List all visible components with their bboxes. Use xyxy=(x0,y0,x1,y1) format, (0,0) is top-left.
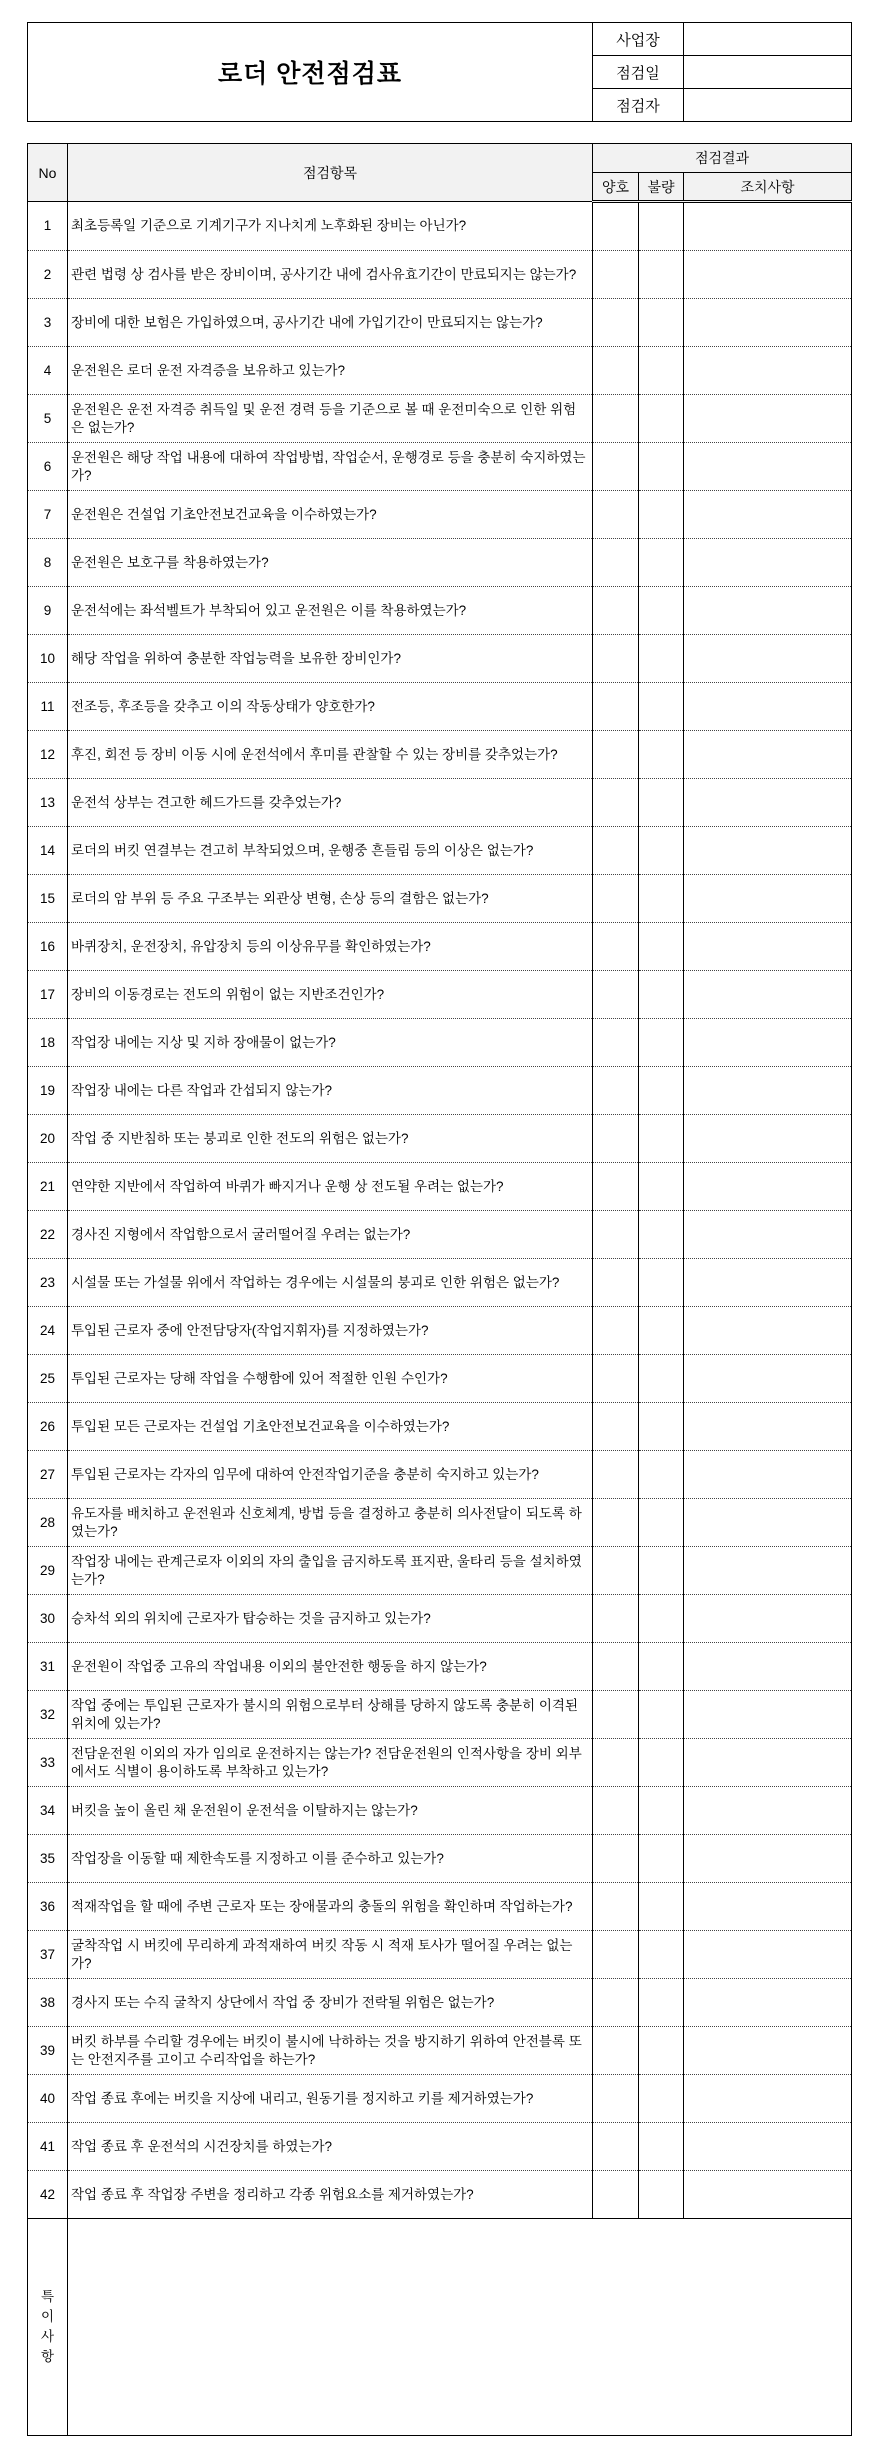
result-good-cell[interactable] xyxy=(593,635,639,683)
result-good-cell[interactable] xyxy=(593,1307,639,1355)
row-number: 4 xyxy=(28,347,68,395)
check-item: 운전석 상부는 견고한 헤드가드를 갖추었는가? xyxy=(68,779,593,827)
row-number: 14 xyxy=(28,827,68,875)
result-good-cell[interactable] xyxy=(593,587,639,635)
check-item: 경사지 또는 수직 굴착지 상단에서 작업 중 장비가 전락될 위험은 없는가? xyxy=(68,1979,593,2027)
table-row xyxy=(28,299,852,347)
row-number: 15 xyxy=(28,875,68,923)
col-good-header: 양호 xyxy=(593,173,639,202)
result-bad-cell[interactable] xyxy=(639,347,684,395)
table-row xyxy=(28,1163,852,1211)
check-item: 작업 종료 후 운전석의 시건장치를 하였는가? xyxy=(68,2123,593,2171)
table-row xyxy=(28,1883,852,1931)
table-row xyxy=(28,251,852,299)
result-good-cell[interactable] xyxy=(593,1691,639,1739)
row-number: 27 xyxy=(28,1451,68,1499)
col-action-header: 조치사항 xyxy=(684,173,852,202)
result-bad-cell[interactable] xyxy=(639,539,684,587)
action-cell[interactable] xyxy=(684,683,852,731)
result-bad-cell[interactable] xyxy=(639,875,684,923)
action-cell[interactable] xyxy=(684,347,852,395)
table-row xyxy=(28,587,852,635)
result-bad-cell[interactable] xyxy=(639,1499,684,1547)
special-notes-field[interactable] xyxy=(68,2219,852,2436)
action-cell[interactable] xyxy=(684,827,852,875)
table-row xyxy=(28,1739,852,1787)
row-number: 5 xyxy=(28,395,68,443)
row-number: 7 xyxy=(28,491,68,539)
col-bad-header: 불량 xyxy=(639,173,684,202)
result-good-cell[interactable] xyxy=(593,827,639,875)
check-item: 버킷 하부를 수리할 경우에는 버킷이 불시에 낙하하는 것을 방지하기 위하여 안전블록 또는 안전지주를 고이고 수리작업을 하는가? xyxy=(68,2027,593,2075)
check-item: 운전원은 보호구를 착용하였는가? xyxy=(68,539,593,587)
row-number: 24 xyxy=(28,1307,68,1355)
table-row xyxy=(28,1019,852,1067)
action-cell[interactable] xyxy=(684,1643,852,1691)
row-number: 28 xyxy=(28,1499,68,1547)
row-number: 10 xyxy=(28,635,68,683)
table-row xyxy=(28,443,852,491)
check-item: 투입된 근로자는 각자의 임무에 대하여 안전작업기준을 충분히 숙지하고 있는가? xyxy=(68,1451,593,1499)
table-row xyxy=(28,875,852,923)
result-good-cell[interactable] xyxy=(593,1883,639,1931)
action-cell[interactable] xyxy=(684,1259,852,1307)
action-cell[interactable] xyxy=(684,539,852,587)
table-row xyxy=(28,1067,852,1115)
result-bad-cell[interactable] xyxy=(639,2075,684,2123)
row-number: 20 xyxy=(28,1115,68,1163)
result-good-cell[interactable] xyxy=(593,1115,639,1163)
check-item: 유도자를 배치하고 운전원과 신호체계, 방법 등을 결정하고 충분히 의사전달이 되도록 하였는가? xyxy=(68,1499,593,1547)
action-cell[interactable] xyxy=(684,1883,852,1931)
check-item: 시설물 또는 가설물 위에서 작업하는 경우에는 시설물의 붕괴로 인한 위험은 없는가? xyxy=(68,1259,593,1307)
table-row xyxy=(28,1691,852,1739)
table-row xyxy=(28,779,852,827)
action-cell[interactable] xyxy=(684,1931,852,1979)
result-good-cell[interactable] xyxy=(593,1451,639,1499)
action-cell[interactable] xyxy=(684,299,852,347)
check-item: 최초등록일 기준으로 기계기구가 지나치게 노후화된 장비는 아닌가? xyxy=(68,202,593,251)
check-item: 관련 법령 상 검사를 받은 장비이며, 공사기간 내에 검사유효기간이 만료되지는 않는가? xyxy=(68,251,593,299)
table-row xyxy=(28,683,852,731)
action-cell[interactable] xyxy=(684,1307,852,1355)
result-bad-cell[interactable] xyxy=(639,971,684,1019)
row-number: 39 xyxy=(28,2027,68,2075)
result-good-cell[interactable] xyxy=(593,347,639,395)
check-item: 운전원은 로더 운전 자격증을 보유하고 있는가? xyxy=(68,347,593,395)
row-number: 26 xyxy=(28,1403,68,1451)
row-number: 18 xyxy=(28,1019,68,1067)
result-bad-cell[interactable] xyxy=(639,299,684,347)
workplace-label: 사업장 xyxy=(593,23,684,56)
result-good-cell[interactable] xyxy=(593,443,639,491)
inspection-date-field[interactable] xyxy=(684,56,852,89)
inspector-label: 점검자 xyxy=(593,89,684,122)
result-bad-cell[interactable] xyxy=(639,1067,684,1115)
row-number: 8 xyxy=(28,539,68,587)
result-bad-cell[interactable] xyxy=(639,1163,684,1211)
action-cell[interactable] xyxy=(684,779,852,827)
table-row xyxy=(28,923,852,971)
row-number: 1 xyxy=(28,202,68,251)
result-bad-cell[interactable] xyxy=(639,1259,684,1307)
table-row xyxy=(28,731,852,779)
action-cell[interactable] xyxy=(684,395,852,443)
result-good-cell[interactable] xyxy=(593,1787,639,1835)
row-number: 22 xyxy=(28,1211,68,1259)
result-good-cell[interactable] xyxy=(593,1643,639,1691)
workplace-field[interactable] xyxy=(684,23,852,56)
action-cell[interactable] xyxy=(684,1979,852,2027)
table-row xyxy=(28,1355,852,1403)
result-bad-cell[interactable] xyxy=(639,1835,684,1883)
result-bad-cell[interactable] xyxy=(639,731,684,779)
row-number: 33 xyxy=(28,1739,68,1787)
result-bad-cell[interactable] xyxy=(639,395,684,443)
result-bad-cell[interactable] xyxy=(639,491,684,539)
table-row xyxy=(28,1451,852,1499)
result-good-cell[interactable] xyxy=(593,1259,639,1307)
result-bad-cell[interactable] xyxy=(639,923,684,971)
action-cell[interactable] xyxy=(684,443,852,491)
row-number: 16 xyxy=(28,923,68,971)
table-row xyxy=(28,1931,852,1979)
result-good-cell[interactable] xyxy=(593,539,639,587)
special-notes-text: 특 이 사 항 xyxy=(40,2289,55,2364)
action-cell[interactable] xyxy=(684,1403,852,1451)
check-item: 작업장 내에는 관계근로자 이외의 자의 출입을 금지하도록 표지판, 울타리 등을 설치하였는가? xyxy=(68,1547,593,1595)
table-row xyxy=(28,1307,852,1355)
table-row xyxy=(28,1787,852,1835)
check-item: 작업장 내에는 다른 작업과 간섭되지 않는가? xyxy=(68,1067,593,1115)
check-item: 운전원은 건설업 기초안전보건교육을 이수하였는가? xyxy=(68,491,593,539)
action-cell[interactable] xyxy=(684,1499,852,1547)
check-item: 장비에 대한 보험은 가입하였으며, 공사기간 내에 가입기간이 만료되지는 않는가? xyxy=(68,299,593,347)
action-cell[interactable] xyxy=(684,1451,852,1499)
result-bad-cell[interactable] xyxy=(639,2123,684,2171)
row-number: 19 xyxy=(28,1067,68,1115)
table-row xyxy=(28,1979,852,2027)
result-bad-cell[interactable] xyxy=(639,1979,684,2027)
action-cell[interactable] xyxy=(684,2027,852,2075)
check-item: 운전석에는 좌석벨트가 부착되어 있고 운전원은 이를 착용하였는가? xyxy=(68,587,593,635)
result-good-cell[interactable] xyxy=(593,1163,639,1211)
action-cell[interactable] xyxy=(684,2123,852,2171)
row-number: 3 xyxy=(28,299,68,347)
result-bad-cell[interactable] xyxy=(639,2027,684,2075)
check-item: 바퀴장치, 운전장치, 유압장치 등의 이상유무를 확인하였는가? xyxy=(68,923,593,971)
result-bad-cell[interactable] xyxy=(639,1451,684,1499)
table-row xyxy=(28,1595,852,1643)
table-row xyxy=(28,2027,852,2075)
row-number: 37 xyxy=(28,1931,68,1979)
check-item: 굴착작업 시 버킷에 무리하게 과적재하여 버킷 작동 시 적재 토사가 떨어질 우려는 없는가? xyxy=(68,1931,593,1979)
action-cell[interactable] xyxy=(684,1595,852,1643)
row-number: 12 xyxy=(28,731,68,779)
check-item: 투입된 근로자는 당해 작업을 수행함에 있어 적절한 인원 수인가? xyxy=(68,1355,593,1403)
row-number: 41 xyxy=(28,2123,68,2171)
result-good-cell[interactable] xyxy=(593,1019,639,1067)
check-item: 투입된 모든 근로자는 건설업 기초안전보건교육을 이수하였는가? xyxy=(68,1403,593,1451)
result-good-cell[interactable] xyxy=(593,1499,639,1547)
result-bad-cell[interactable] xyxy=(639,1883,684,1931)
action-cell[interactable] xyxy=(684,1787,852,1835)
action-cell[interactable] xyxy=(684,491,852,539)
result-good-cell[interactable] xyxy=(593,923,639,971)
check-item: 적재작업을 할 때에 주변 근로자 또는 장애물과의 충돌의 위험을 확인하며 작업하는가? xyxy=(68,1883,593,1931)
check-item: 전조등, 후조등을 갖추고 이의 작동상태가 양호한가? xyxy=(68,683,593,731)
check-item: 버킷을 높이 올린 채 운전원이 운전석을 이탈하지는 않는가? xyxy=(68,1787,593,1835)
action-cell[interactable] xyxy=(684,971,852,1019)
check-item: 로더의 암 부위 등 주요 구조부는 외관상 변형, 손상 등의 결함은 없는가? xyxy=(68,875,593,923)
special-notes-label xyxy=(28,2219,68,2436)
page-title: 로더 안전점검표 xyxy=(28,23,593,122)
row-number: 11 xyxy=(28,683,68,731)
result-bad-cell[interactable] xyxy=(639,1691,684,1739)
table-row xyxy=(28,971,852,1019)
result-good-cell[interactable] xyxy=(593,1547,639,1595)
action-cell[interactable] xyxy=(684,1163,852,1211)
table-row xyxy=(28,539,852,587)
action-cell[interactable] xyxy=(684,731,852,779)
result-good-cell[interactable] xyxy=(593,731,639,779)
result-good-cell[interactable] xyxy=(593,251,639,299)
result-good-cell[interactable] xyxy=(593,779,639,827)
check-item: 경사진 지형에서 작업함으로서 굴러떨어질 우려는 없는가? xyxy=(68,1211,593,1259)
result-bad-cell[interactable] xyxy=(639,1931,684,1979)
check-item: 후진, 회전 등 장비 이동 시에 운전석에서 후미를 관찰할 수 있는 장비를 갖추었는가? xyxy=(68,731,593,779)
row-number: 34 xyxy=(28,1787,68,1835)
table-row xyxy=(28,827,852,875)
result-good-cell[interactable] xyxy=(593,2027,639,2075)
row-number: 30 xyxy=(28,1595,68,1643)
check-item: 운전원은 운전 자격증 취득일 및 운전 경력 등을 기준으로 볼 때 운전미숙으로 인한 위험은 없는가? xyxy=(68,395,593,443)
check-item: 장비의 이동경로는 전도의 위험이 없는 지반조건인가? xyxy=(68,971,593,1019)
action-cell[interactable] xyxy=(684,1739,852,1787)
action-cell[interactable] xyxy=(684,2171,852,2219)
result-good-cell[interactable] xyxy=(593,1835,639,1883)
result-good-cell[interactable] xyxy=(593,1067,639,1115)
title-box xyxy=(27,22,852,122)
action-cell[interactable] xyxy=(684,1115,852,1163)
check-item: 연약한 지반에서 작업하여 바퀴가 빠지거나 운행 상 전도될 우려는 없는가? xyxy=(68,1163,593,1211)
result-bad-cell[interactable] xyxy=(639,635,684,683)
check-item: 투입된 근로자 중에 안전담당자(작업지휘자)를 지정하였는가? xyxy=(68,1307,593,1355)
row-number: 38 xyxy=(28,1979,68,2027)
result-good-cell[interactable] xyxy=(593,1739,639,1787)
row-number: 23 xyxy=(28,1259,68,1307)
col-item-header: 점검항목 xyxy=(68,144,593,202)
check-item: 로더의 버킷 연결부는 견고히 부착되었으며, 운행중 흔들림 등의 이상은 없는가? xyxy=(68,827,593,875)
col-result-header: 점검결과 xyxy=(593,144,852,173)
result-good-cell[interactable] xyxy=(593,1979,639,2027)
result-good-cell[interactable] xyxy=(593,2075,639,2123)
table-row xyxy=(28,202,852,251)
result-bad-cell[interactable] xyxy=(639,827,684,875)
action-cell[interactable] xyxy=(684,1691,852,1739)
row-number: 40 xyxy=(28,2075,68,2123)
result-bad-cell[interactable] xyxy=(639,683,684,731)
row-number: 17 xyxy=(28,971,68,1019)
result-good-cell[interactable] xyxy=(593,2123,639,2171)
row-number: 36 xyxy=(28,1883,68,1931)
action-cell[interactable] xyxy=(684,1835,852,1883)
result-bad-cell[interactable] xyxy=(639,1739,684,1787)
table-row xyxy=(28,2171,852,2219)
result-good-cell[interactable] xyxy=(593,683,639,731)
action-cell[interactable] xyxy=(684,635,852,683)
table-row xyxy=(28,1115,852,1163)
result-good-cell[interactable] xyxy=(593,2171,639,2219)
row-number: 25 xyxy=(28,1355,68,1403)
result-bad-cell[interactable] xyxy=(639,443,684,491)
action-cell[interactable] xyxy=(684,251,852,299)
table-row xyxy=(28,1835,852,1883)
table-row xyxy=(28,2075,852,2123)
table-row xyxy=(28,347,852,395)
result-bad-cell[interactable] xyxy=(639,1403,684,1451)
check-item: 작업 중 지반침하 또는 붕괴로 인한 전도의 위험은 없는가? xyxy=(68,1115,593,1163)
table-row xyxy=(28,1643,852,1691)
action-cell[interactable] xyxy=(684,1067,852,1115)
check-item: 운전원은 해당 작업 내용에 대하여 작업방법, 작업순서, 운행경로 등을 충분히 숙지하였는가? xyxy=(68,443,593,491)
action-cell[interactable] xyxy=(684,202,852,251)
table-row xyxy=(28,1499,852,1547)
result-good-cell[interactable] xyxy=(593,875,639,923)
result-bad-cell[interactable] xyxy=(639,1355,684,1403)
table-row xyxy=(28,491,852,539)
check-item: 작업 종료 후 작업장 주변을 정리하고 각종 위험요소를 제거하였는가? xyxy=(68,2171,593,2219)
inspection-date-label: 점검일 xyxy=(593,56,684,89)
table-row xyxy=(28,1211,852,1259)
result-bad-cell[interactable] xyxy=(639,2171,684,2219)
result-bad-cell[interactable] xyxy=(639,587,684,635)
result-good-cell[interactable] xyxy=(593,1211,639,1259)
table-row xyxy=(28,635,852,683)
row-number: 2 xyxy=(28,251,68,299)
table-row xyxy=(28,1403,852,1451)
row-number: 6 xyxy=(28,443,68,491)
result-bad-cell[interactable] xyxy=(639,779,684,827)
check-item: 작업장을 이동할 때 제한속도를 지정하고 이를 준수하고 있는가? xyxy=(68,1835,593,1883)
action-cell[interactable] xyxy=(684,875,852,923)
inspector-field[interactable] xyxy=(684,89,852,122)
result-good-cell[interactable] xyxy=(593,299,639,347)
result-bad-cell[interactable] xyxy=(639,1595,684,1643)
row-number: 35 xyxy=(28,1835,68,1883)
result-good-cell[interactable] xyxy=(593,1931,639,1979)
result-good-cell[interactable] xyxy=(593,1355,639,1403)
row-number: 32 xyxy=(28,1691,68,1739)
table-row xyxy=(28,395,852,443)
result-good-cell[interactable] xyxy=(593,1595,639,1643)
result-bad-cell[interactable] xyxy=(639,1211,684,1259)
table-row xyxy=(28,1547,852,1595)
result-good-cell[interactable] xyxy=(593,491,639,539)
check-item: 해당 작업을 위하여 충분한 작업능력을 보유한 장비인가? xyxy=(68,635,593,683)
result-bad-cell[interactable] xyxy=(639,1787,684,1835)
table-row xyxy=(28,2123,852,2171)
row-number: 42 xyxy=(28,2171,68,2219)
result-good-cell[interactable] xyxy=(593,202,639,251)
check-item: 작업장 내에는 지상 및 지하 장애물이 없는가? xyxy=(68,1019,593,1067)
result-good-cell[interactable] xyxy=(593,1403,639,1451)
action-cell[interactable] xyxy=(684,1547,852,1595)
row-number: 31 xyxy=(28,1643,68,1691)
action-cell[interactable] xyxy=(684,923,852,971)
result-bad-cell[interactable] xyxy=(639,202,684,251)
action-cell[interactable] xyxy=(684,2075,852,2123)
action-cell[interactable] xyxy=(684,1019,852,1067)
result-bad-cell[interactable] xyxy=(639,1547,684,1595)
result-bad-cell[interactable] xyxy=(639,251,684,299)
action-cell[interactable] xyxy=(684,587,852,635)
check-item: 운전원이 작업중 고유의 작업내용 이외의 불안전한 행동을 하지 않는가? xyxy=(68,1643,593,1691)
row-number: 21 xyxy=(28,1163,68,1211)
table-row xyxy=(28,1259,852,1307)
result-bad-cell[interactable] xyxy=(639,1019,684,1067)
action-cell[interactable] xyxy=(684,1211,852,1259)
checklist-table xyxy=(27,143,852,2436)
col-no-header: No xyxy=(28,144,68,202)
check-item: 작업 중에는 투입된 근로자가 불시의 위험으로부터 상해를 당하지 않도록 충분히 이격된 위치에 있는가? xyxy=(68,1691,593,1739)
result-good-cell[interactable] xyxy=(593,395,639,443)
row-number: 29 xyxy=(28,1547,68,1595)
result-bad-cell[interactable] xyxy=(639,1115,684,1163)
action-cell[interactable] xyxy=(684,1355,852,1403)
check-item: 전담운전원 이외의 자가 임의로 운전하지는 않는가? 전담운전원의 인적사항을 장비 외부에서도 식별이 용이하도록 부착하고 있는가? xyxy=(68,1739,593,1787)
result-bad-cell[interactable] xyxy=(639,1643,684,1691)
result-good-cell[interactable] xyxy=(593,971,639,1019)
row-number: 13 xyxy=(28,779,68,827)
check-item: 승차석 외의 위치에 근로자가 탑승하는 것을 금지하고 있는가? xyxy=(68,1595,593,1643)
result-bad-cell[interactable] xyxy=(639,1307,684,1355)
check-item: 작업 종료 후에는 버킷을 지상에 내리고, 원동기를 정지하고 키를 제거하였는가? xyxy=(68,2075,593,2123)
row-number: 9 xyxy=(28,587,68,635)
